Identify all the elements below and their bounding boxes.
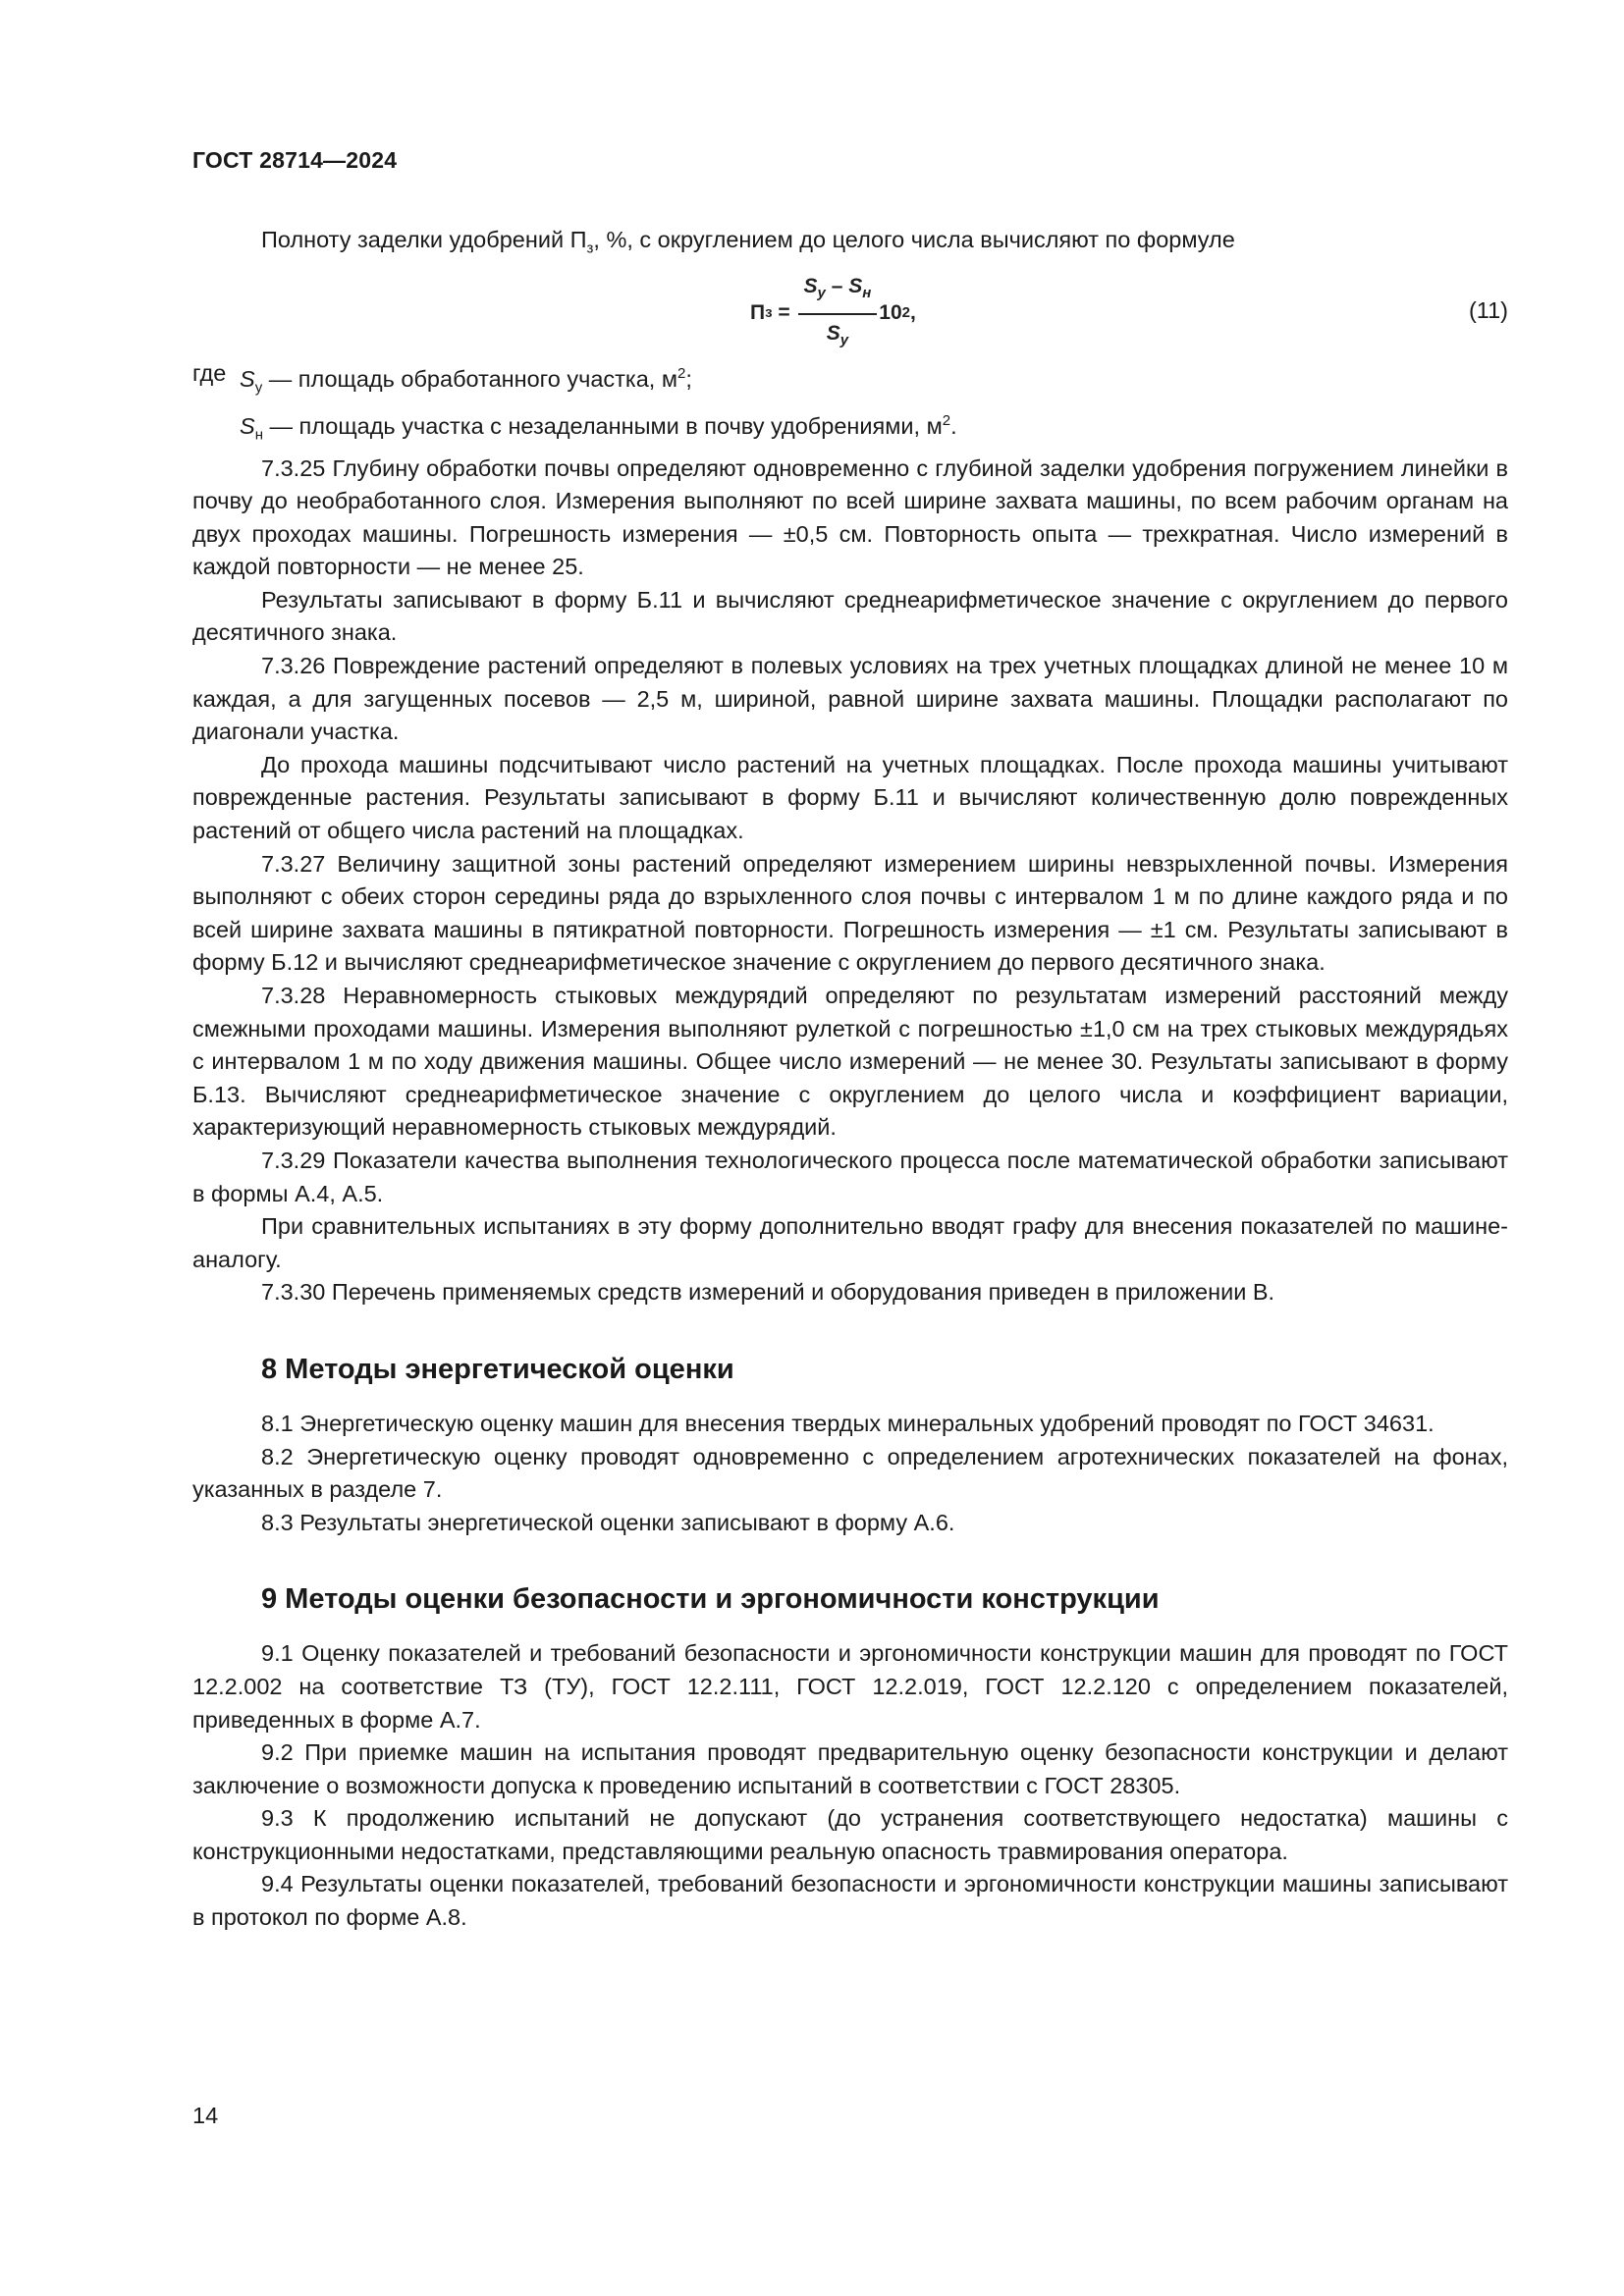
paragraph-8-1: 8.1 Энергетическую оценку машин для внесения твердых минеральных удобрений проводят по ГОСТ 34631.: [261, 1410, 1435, 1436]
paragraph: Результаты записывают в форму Б.11 и вычисляют среднеарифметическое значение с округлением до первого десятичного знака.: [192, 586, 1508, 646]
where-item-1: где $S_у$ — площадь обработанного участка, $м^2$;: [192, 360, 692, 397]
formula-block: [192, 271, 1508, 355]
document-header: ГОСТ 28714—2024: [192, 147, 398, 173]
paragraph-9-1: 9.1 Оценку показателей и требований безопасности и эргономичности конструкции машин для проводят по ГОСТ 12.2.002 на соответствие ТЗ (ТУ), ГОСТ 12.2.111, ГОСТ 12.2.019, ГОСТ 12.2.120 с определением показателей, приведенных в форме А.7.: [192, 1640, 1508, 1733]
paragraph-7-3-25: 7.3.25 Глубину обработки почвы определяют одновременно с глубиной заделки удобрения погружением линейки в почву до необработанного слоя. Измерения выполняют по всей ширине захвата машины, по всем рабочим органам на двух проходах машины. Погрешность измерения — ±0,5 см. Повторность опыта — трехкратная. Число измерений в каждой повторности — не менее 25.: [192, 454, 1508, 580]
formula-intro: Полноту заделки удобрений $П_з$, %, с округлением до целого числа вычисляют по формуле: [261, 227, 1235, 257]
paragraph-9-3: 9.3 К продолжению испытаний не допускают (до устранения соответствующего недостатка) машины с конструкционными недостатками, представляющими реальную опасность травмирования оператора.: [192, 1805, 1508, 1864]
paragraph-7-3-29: 7.3.29 Показатели качества выполнения технологического процесса после математической обработки записывают в формы А.4, А.5.: [192, 1147, 1508, 1206]
formula-number: (11): [1468, 297, 1508, 324]
page-number: 14: [192, 2103, 219, 2128]
paragraph-9-4: 9.4 Результаты оценки показателей, требований безопасности и эргономичности конструкции машины записывают в протокол по форме А.8.: [192, 1871, 1508, 1931]
where-item-2: $S_н$ — площадь участка с незаделанными в почву удобрениями, $м^2$.: [240, 412, 957, 444]
formula-numerator: $S_у - S_н$: [798, 270, 878, 315]
paragraph-8-3: 8.3 Результаты энергетической оценки записывают в форму А.6.: [261, 1509, 955, 1535]
paragraph-7-3-30: 7.3.30 Перечень применяемых средств измерений и оборудования приведен в приложении В.: [261, 1279, 1275, 1306]
document-body: [192, 224, 1508, 1935]
section-9-heading: 9 Методы оценки безопасности и эргономичности конструкции: [261, 1583, 1160, 1616]
paragraph-7-3-26: 7.3.26 Повреждение растений определяют в полевых условиях на трех учетных площадках длиной не менее 10 м каждая, а для загущенных посевов — 2,5 м, шириной, равной ширине захвата машины. Площадки располагают по диагонали участка.: [192, 653, 1508, 745]
formula-denominator: $S_у$: [826, 321, 849, 348]
section-8-heading: 8 Методы энергетической оценки: [261, 1353, 734, 1385]
formula-fraction: [798, 270, 878, 357]
paragraph: До прохода машины подсчитывают число растений на учетных площадках. После прохода машины учитывают поврежденные растения. Результаты записывают в форму Б.11 и вычисляют количественную долю поврежденных растений от общего числа растений на площадках.: [192, 751, 1508, 844]
paragraph-7-3-27: 7.3.27 Величину защитной зоны растений определяют измерением ширины невзрыхленной почвы. Измерения выполняют с обеих сторон середины ряда до взрыхленного слоя почвы с интервалом 1 м по длине каждого ряда и по всей ширине захвата машины в пятикратной повторности. Погрешность измерения — ±1 см. Результаты записывают в форму Б.12 и вычисляют среднеарифметическое значение с округлением до первого десятичного знака.: [192, 850, 1508, 976]
paragraph: При сравнительных испытаниях в эту форму дополнительно вводят графу для внесения показателей по машине-аналогу.: [192, 1213, 1508, 1272]
paragraph-9-2: 9.2 При приемке машин на испытания проводят предварительную оценку безопасности конструкции и делают заключение о возможности допуска к проведению испытаний в соответствии с ГОСТ 28305.: [192, 1739, 1508, 1798]
paragraph-7-3-28: 7.3.28 Неравномерность стыковых междурядий определяют по результатам измерений расстояний между смежными проходами машины. Измерения выполняют рулеткой с погрешностью ±1,0 см на трех стыковых междурядьях с интервалом 1 м по ходу движения машины. Общее число измерений — не менее 30. Результаты записывают в форму Б.13. Вычисляют среднеарифметическое значение с округлением до целого числа и коэффициент вариации, характеризующий неравномерность стыковых междурядий.: [192, 983, 1508, 1141]
paragraph-8-2: 8.2 Энергетическую оценку проводят одновременно с определением агротехнических показателей на фонах, указанных в разделе 7.: [192, 1443, 1508, 1503]
formula-11: П з = $\frac{S_у - S_н}{S_у}$ 10 2 ,: [750, 271, 916, 355]
